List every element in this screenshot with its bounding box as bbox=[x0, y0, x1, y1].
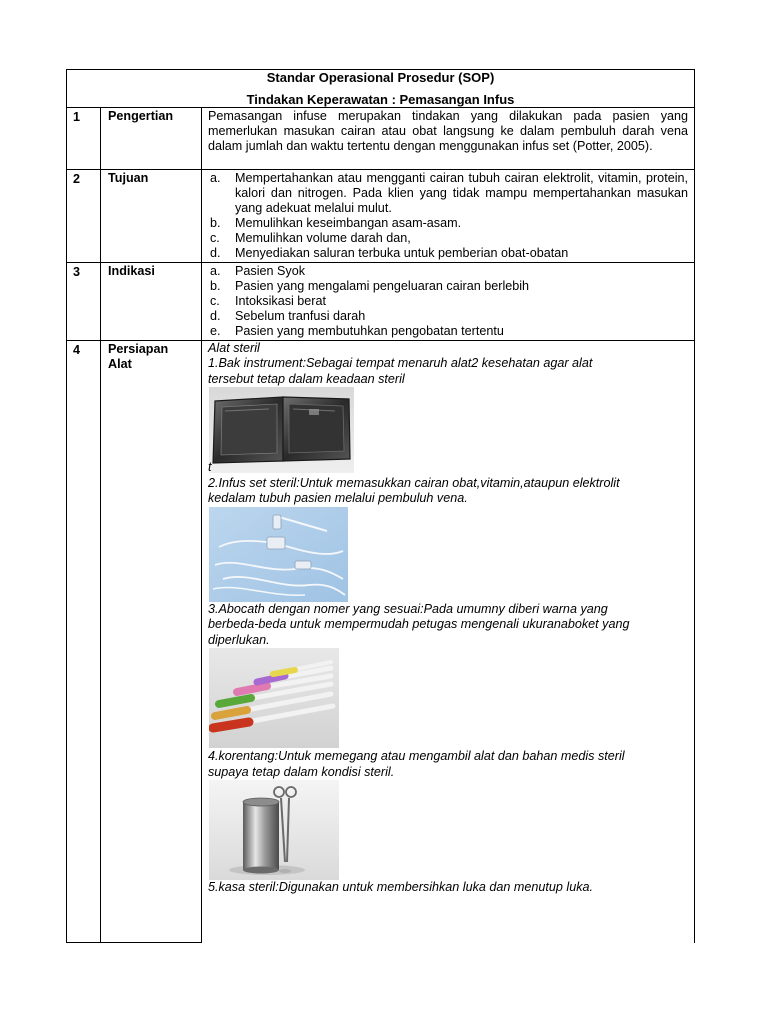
list-item-text: Mempertahankan atau mengganti cairan tubuh cairan elektrolit, vitamin, protein, kalori dan nitrogen. Pada klien yang tidak mampu mempertahankan masukan yang adekuat melalui mulut. bbox=[235, 171, 688, 215]
tool-description: berbeda-beda untuk mempermudah petugas mengenali ukuranaboket yang bbox=[208, 617, 630, 631]
list-item bbox=[208, 294, 688, 309]
tool-description: supaya tetap dalam kondisi steril. bbox=[208, 765, 395, 779]
list-marker: b. bbox=[210, 216, 221, 230]
list-item bbox=[208, 216, 688, 231]
list-marker: e. bbox=[210, 324, 221, 338]
list-item bbox=[208, 231, 688, 246]
tool-description: 3.Abocath dengan nomer yang sesuai:Pada umumny diberi warna yang bbox=[208, 602, 608, 616]
tujuan-list bbox=[208, 171, 688, 261]
column-divider bbox=[100, 107, 101, 943]
list-marker: b. bbox=[210, 279, 221, 293]
forceps-jar-photo bbox=[209, 780, 339, 880]
table-right-border bbox=[694, 69, 695, 943]
row-number: 2 bbox=[73, 172, 81, 186]
sop-title: Standar Operasional Prosedur (SOP) bbox=[266, 70, 495, 85]
tool-description: 4.korentang:Untuk memegang atau mengambil alat dan bahan medis steril bbox=[208, 749, 625, 763]
indikasi-list bbox=[208, 264, 688, 339]
row-label-alat: Alat bbox=[108, 357, 132, 371]
list-item-text: Memulihkan keseimbangan asam-asam. bbox=[235, 216, 462, 230]
alat-steril-heading: Alat steril bbox=[208, 341, 260, 355]
list-item bbox=[208, 171, 688, 216]
row-label-pengertian: Pengertian bbox=[108, 109, 174, 123]
list-item-text: Pasien yang mengalami pengeluaran cairan berlebih bbox=[235, 279, 530, 293]
table-bottom-border bbox=[66, 942, 202, 943]
row-divider bbox=[66, 262, 695, 263]
list-item bbox=[208, 324, 688, 339]
tool-description: 1.Bak instrument:Sebagai tempat menaruh alat2 kesehatan agar alat bbox=[208, 356, 593, 370]
row-number: 4 bbox=[73, 343, 81, 357]
row-number: 3 bbox=[73, 265, 81, 279]
list-item bbox=[208, 264, 688, 279]
stray-character: t bbox=[208, 460, 212, 474]
list-item bbox=[208, 309, 688, 324]
row-divider bbox=[66, 169, 695, 170]
list-item-text: Menyediakan saluran terbuka untuk pemberian obat-obatan bbox=[235, 246, 569, 260]
column-divider bbox=[201, 107, 202, 943]
list-item-text: Pasien Syok bbox=[235, 264, 306, 278]
list-item-text: Intoksikasi berat bbox=[235, 294, 326, 308]
tool-description: 2.Infus set steril:Untuk memasukkan cairan obat,vitamin,ataupun elektrolit bbox=[208, 476, 620, 490]
row-number: 1 bbox=[73, 110, 81, 124]
tool-description: diperlukan. bbox=[208, 633, 270, 647]
list-marker: a. bbox=[210, 171, 221, 185]
list-marker: a. bbox=[210, 264, 221, 278]
row-label-tujuan: Tujuan bbox=[108, 171, 149, 185]
abocath-catheters-photo bbox=[209, 648, 339, 748]
list-marker: c. bbox=[210, 231, 220, 245]
sop-subtitle: Tindakan Keperawatan : Pemasangan Infus bbox=[246, 92, 515, 107]
list-item bbox=[208, 279, 688, 294]
list-marker: d. bbox=[210, 309, 221, 323]
table-left-border bbox=[66, 69, 67, 943]
tool-description: kedalam tubuh pasien melalui pembuluh vena. bbox=[208, 491, 468, 505]
tool-description: 5.kasa steril:Digunakan untuk membersihkan luka dan menutup luka. bbox=[208, 880, 594, 894]
list-marker: c. bbox=[210, 294, 220, 308]
list-item-text: Memulihkan volume darah dan, bbox=[235, 231, 411, 245]
list-marker: d. bbox=[210, 246, 221, 260]
infusion-set-photo bbox=[209, 507, 348, 602]
row-divider bbox=[66, 107, 695, 108]
tool-description: tersebut tetap dalam keadaan steril bbox=[208, 372, 405, 386]
list-item-text: Pasien yang membutuhkan pengobatan tertentu bbox=[235, 324, 504, 338]
list-item bbox=[208, 246, 688, 261]
row-label-persiapan: Persiapan bbox=[108, 342, 169, 356]
pengertian-text: Pemasangan infuse merupakan tindakan yang dilakukan pada pasien yang memerlukan masukan cairan atau obat langsung ke dalam pembuluh darah vena dalam jumlah dan waktu tertentu dengan menggunakan infus set (Potter, 2005). bbox=[208, 109, 688, 153]
row-label-indikasi: Indikasi bbox=[108, 264, 155, 278]
list-item-text: Sebelum tranfusi darah bbox=[235, 309, 366, 323]
